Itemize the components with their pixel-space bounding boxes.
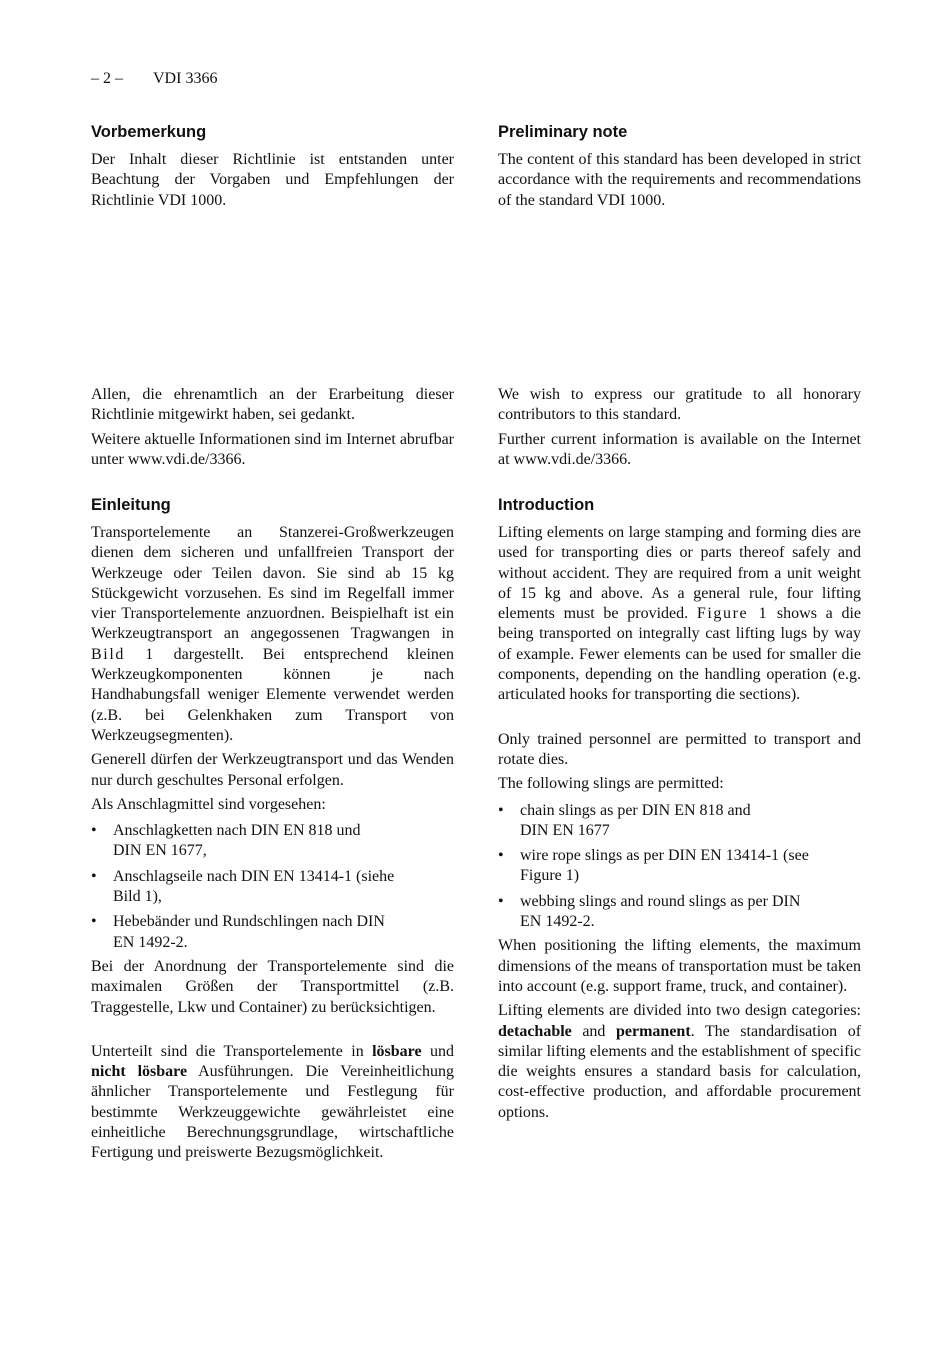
sling-list [498,801,861,933]
paragraph: The content of this standard has been developed in strict accordance with the requirements and recommendations of the standard VDI 1000. [498,151,861,209]
section-heading: Vorbemerkung [91,123,207,141]
paragraph: Only trained personnel are permitted to transport and rotate dies. [498,730,861,768]
paragraph: Further current information is available on the Internet at www.vdi.de/3366. [498,430,861,468]
german-introduction-section [91,495,454,1164]
document-id: VDI 3366 [153,70,218,87]
german-preliminary-section [91,122,454,211]
list-item: • chain slings as per DIN EN 818 and DIN EN 1677 [498,801,861,842]
sling-list [91,821,454,953]
list-item: • Anschlagseile nach DIN EN 13414-1 (siehe Bild 1), [91,867,454,908]
list-item: • wire rope slings as per DIN EN 13414-1 (see Figure 1) [498,846,861,887]
page-header [91,69,217,89]
section-heading: Introduction [498,496,595,514]
paragraph: Der Inhalt dieser Richtlinie ist entstanden unter Beachtung der Vorgaben und Empfehlungen der Richtlinie VDI 1000. [91,151,454,209]
paragraph: Bei der Anordnung der Transportelemente sind die maximalen Größen der Transportmittel (z.B. Traggestelle, Lkw und Container) zu berücksichtigen. [91,957,454,1016]
list-item: • Hebebänder und Rundschlingen nach DIN EN 1492-2. [91,912,454,953]
paragraph: Lifting elements on large stamping and forming dies are used for transporting dies or parts thereof safely and without accident. They are required from a unit weight of 15 kg and above. As a general rule, four lifting elements must be provided. Figure 1 shows a die being transported on integrally cast lifting lugs by way of example. Fewer elements can be used for smaller die components, depending on the handling operation (e.g. articulated hooks for transporting die sections). [498,524,862,704]
english-preliminary-section [498,122,861,211]
list-item: • webbing slings and round slings as per DIN EN 1492-2. [498,892,861,933]
paragraph: Unterteilt sind die Transportelemente in lösbare und nicht lösbare Ausführungen. Die Vereinheitlichung ähnlicher Transportelemente und Festlegung für bestimmte Werkzeuggewichte gewährleistet eine einheitliche Berechnungsgrundlage, wirtschaftliche Fertigung und preiswerte Bezugsmöglichkeit. [91,1042,454,1162]
paragraph: When positioning the lifting elements, the maximum dimensions of the means of transportation must be taken into account (e.g. support frame, truck, and container). [498,937,861,995]
section-heading: Einleitung [91,496,171,514]
section-heading: Preliminary note [498,123,628,141]
paragraph: The following slings are permitted: [498,775,724,793]
paragraph: Als Anschlagmittel sind vorgesehen: [91,795,326,813]
page-number: – 2 – [91,70,123,87]
paragraph: Weitere aktuelle Informationen sind im Internet abrufbar unter www.vdi.de/3366. [91,430,455,468]
paragraph: Transportelemente an Stanzerei-Großwerkzeugen dienen dem sicheren und unfallfreien Transport der Werkzeuge oder Teilen davon. Sie sind ab 15 kg Stückgewicht vorzusehen. Es sind im Regelfall immer vier Transportelemente anzuordnen. Beispielhaft ist ein Werkzeugtransport an angegossenen Tragwangen in Bild 1 dargestellt. Bei entsprechend kleinen Werkzeugkomponenten können je nach Handhabungsfall weniger Elemente verwendet werden (z.B. bei Gelenkhaken zum Transport von Werkzeugsegmenten). [91,524,454,744]
paragraph: Lifting elements are divided into two design categories: detachable and permanent. The standardisation of similar lifting elements and the establishment of specific die weights ensures a standard basis for calculation, cost-effective production, and affordable procurement options. [498,1002,862,1121]
paragraph: We wish to express our gratitude to all honorary contributors to this standard. [498,386,861,424]
paragraph: Generell dürfen der Werkzeugtransport und das Wenden nur durch geschultes Personal erfolgen. [91,751,454,789]
german-acknowledgement-section [91,385,454,470]
english-acknowledgement-section [498,385,861,470]
figure-reference: Bild 1 [91,645,155,663]
paragraph: Allen, die ehrenamtlich an der Erarbeitung dieser Richtlinie mitgewirkt haben, sei gedankt. [91,386,454,424]
english-introduction-section [498,495,861,1123]
figure-reference: Figure 1 [696,605,769,623]
list-item: • Anschlagketten nach DIN EN 818 und DIN EN 1677, [91,821,454,862]
